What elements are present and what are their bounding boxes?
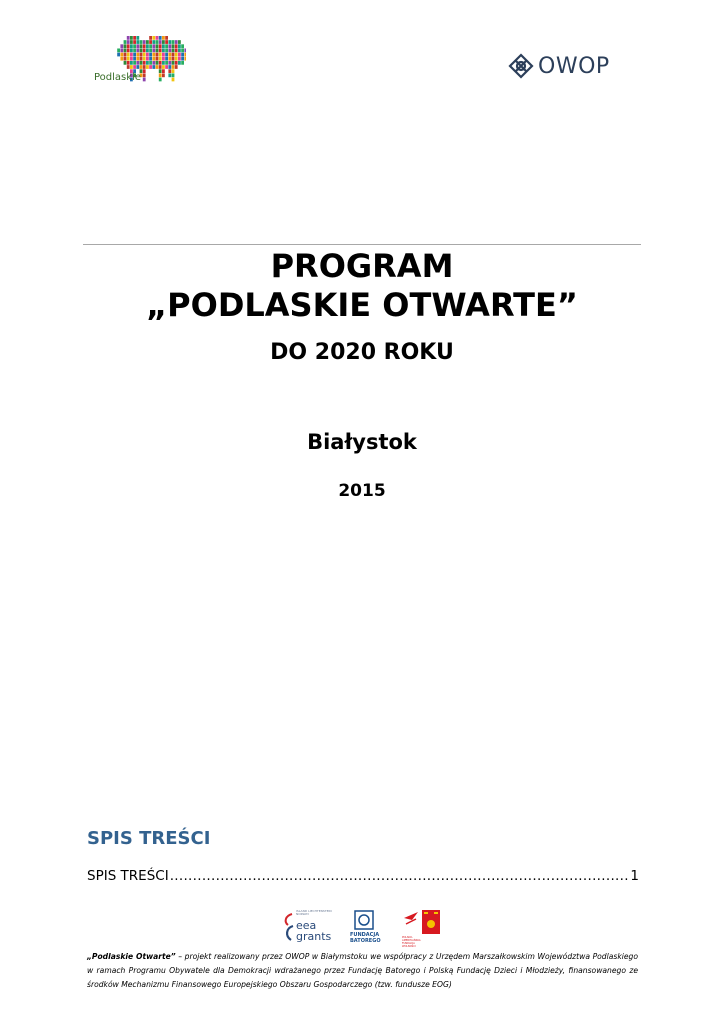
footer-project-name: „Podlaskie Otwarte”	[87, 952, 176, 961]
eea-grants-text: eea grants	[296, 919, 332, 943]
toc-entry[interactable]	[87, 868, 639, 888]
toc-leader-dots	[170, 868, 630, 884]
title-year: 2015	[338, 481, 386, 501]
title-subtitle: DO 2020 ROKU	[270, 340, 454, 365]
owop-logo	[508, 52, 610, 80]
title-line-2: „PODLASKIE OTWARTE”	[146, 286, 578, 324]
pafw-text: POLSKO-AMERYKAŃSKA FUNDACJA WOLNOŚCI	[402, 936, 421, 948]
eea-grants-logo	[282, 910, 334, 944]
owop-logo-text: OWOP	[538, 53, 610, 79]
toc-heading: SPIS TREŚCI	[87, 828, 211, 849]
footer-description: – projekt realizowany przez OWOP w Białymstoku we współpracy z Urzędem Marszałkowskim Województwa Podlaskiego w ramach Programu Obywatele dla Demokracji wdrażanego przez Fundację Batorego i Polską Fundację Dzieci i Młodzieży, finansowanego ze środków Mechanizmu Finansowego Europejskiego Obszaru Gospodarczego (tzw. fundusze EOG)	[87, 952, 638, 989]
batory-emblem-icon	[354, 910, 374, 930]
owop-knot-icon	[508, 53, 534, 79]
footer-note	[87, 950, 638, 992]
fundacja-batorego-logo	[350, 910, 381, 944]
toc-entry-page[interactable]: 1	[630, 868, 639, 884]
title-rule	[83, 244, 641, 245]
toc-entry-label[interactable]: SPIS TREŚCI	[87, 868, 169, 884]
sponsor-logos	[282, 908, 444, 946]
title-city: Białystok	[307, 430, 417, 454]
batory-text: FUNDACJA BATOREGO	[350, 932, 381, 944]
pafw-emblem-icon	[402, 908, 444, 936]
eea-swirl-icon	[282, 912, 296, 942]
eea-countries-text: ISLAND LIECHTENSTEIN NORWAY	[296, 909, 332, 917]
title-line-1: PROGRAM	[270, 247, 454, 285]
podlaskie-logo-text: Podlaskie	[94, 72, 141, 83]
podlaskie-logo	[92, 36, 192, 88]
pafw-logo	[402, 908, 444, 946]
